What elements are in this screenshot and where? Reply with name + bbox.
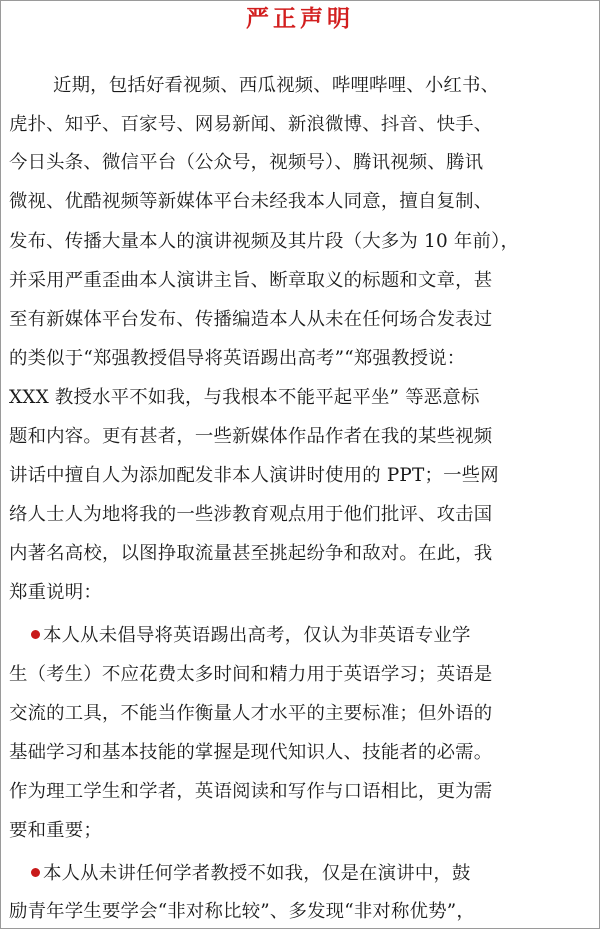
point1-line-5: 作为理工学生和学者，英语阅读和写作与口语相比，更为需 (9, 781, 493, 802)
document-title: 严正声明 (246, 5, 354, 32)
bullet-icon (31, 868, 40, 877)
paragraph1-line-12: 络人士人为地将我的一些涉教育观点用于他们批评、攻击国 (9, 504, 493, 525)
bullet-icon (31, 630, 40, 639)
paragraph1-line-10: 题和内容。更有甚者，一些新媒体作品作者在我的某些视频 (9, 426, 493, 447)
paragraph1-line-1: 近期，包括好看视频、西瓜视频、哔哩哔哩、小红书、 (53, 75, 500, 96)
paragraph1-line-8: 的类似于“郑强教授倡导将英语踢出高考”“郑强教授说： (9, 348, 466, 369)
paragraph1-line-2: 虎扑、知乎、百家号、网易新闻、新浪微博、抖音、快手、 (9, 114, 493, 135)
point2-text-1: 本人从未讲任何学者教授不如我，仅是在演讲中，鼓 (43, 863, 471, 884)
paragraph1-line-7: 至有新媒体平台发布、传播编造本人从未在任何场合发表过 (9, 309, 493, 330)
paragraph1-line-6: 并采用严重歪曲本人演讲主旨、断章取义的标题和文章，甚 (9, 270, 493, 291)
paragraph1-line-3: 今日头条、微信平台（公众号，视频号）、腾讯视频、腾讯 (9, 152, 484, 173)
point1-text-1: 本人从未倡导将英语踢出高考，仅认为非英语专业学 (43, 625, 471, 646)
paragraph1-line-11: 讲话中擅自人为添加配发非本人演讲时使用的 PPT；一些网 (9, 465, 499, 486)
point1-line-4: 基础学习和基本技能的掌握是现代知识人、技能者的必需。 (9, 742, 493, 763)
point1-line-2: 生（考生）不应花费太多时间和精力用于英语学习；英语是 (9, 664, 493, 685)
point1-line-3: 交流的工具，不能当作衡量人才水平的主要标准；但外语的 (9, 703, 493, 724)
paragraph1-line-13: 内著名高校，以图挣取流量甚至挑起纷争和敌对。在此，我 (9, 543, 493, 564)
point2-line-1 (31, 858, 471, 890)
paragraph1-line-9: XXX 教授水平不如我，与我根本不能平起平坐” 等恶意标 (9, 387, 480, 408)
paragraph1-line-5: 发布、传播大量本人的演讲视频及其片段（大多为 10 年前）， (9, 231, 520, 252)
paragraph1-line-4: 微视、优酷视频等新媒体平台未经我本人同意，擅自复制、 (9, 191, 493, 212)
point2-line-2: 励青年学生要学会“非对称比较”、多发现“非对称优势”， (9, 901, 475, 922)
paragraph1-line-14: 郑重说明： (9, 582, 102, 603)
point1-line-1 (31, 620, 471, 652)
point1-line-6: 要和重要； (9, 820, 102, 841)
